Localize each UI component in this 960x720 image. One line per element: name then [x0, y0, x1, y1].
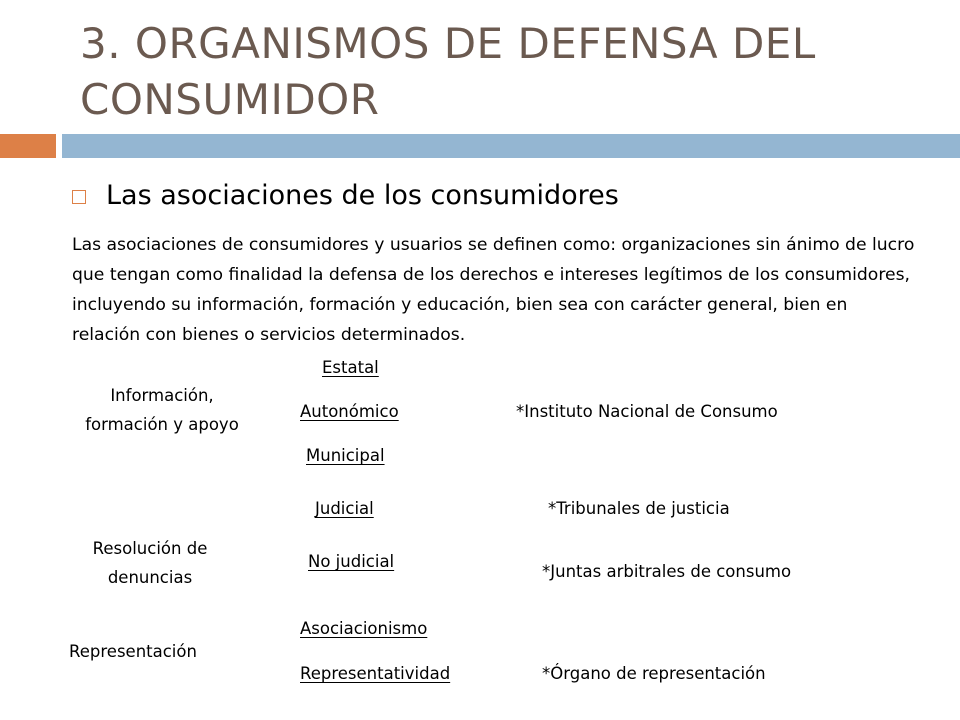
group-label-line: denuncias — [107, 568, 193, 587]
organ-representacion: *Órgano de representación — [542, 664, 766, 683]
group-label-line: Representación — [69, 642, 197, 661]
organ-juntas-arbitrales: *Juntas arbitrales de consumo — [542, 562, 792, 581]
group-label-representacion — [40, 637, 226, 666]
definition-paragraph: Las asociaciones de consumidores y usuarios se definen como: organizaciones sin ánimo de lucro que tengan como finalidad la defensa de los derechos e intereses legítimos de los consumidores, incluyendo su información, formación y educación, bien sea con carácter general, bien en relación con bienes o servicios determinados. — [72, 235, 915, 345]
organ-instituto-nacional: *Instituto Nacional de Consumo — [516, 402, 778, 421]
organ-tribunales: *Tribunales de justicia — [548, 499, 730, 518]
item-representatividad: Representatividad — [300, 664, 451, 683]
item-autonomico: Autonómico — [300, 402, 399, 421]
group-label-resolucion — [40, 534, 260, 592]
group-label-line: Información, — [110, 386, 214, 405]
bullet-heading — [72, 180, 619, 211]
group-label-line: formación y apoyo — [85, 415, 239, 434]
item-asociacionismo: Asociacionismo — [300, 619, 428, 638]
group-label-informacion — [42, 381, 282, 439]
item-no-judicial: No judicial — [308, 552, 395, 571]
accent-bar-blue — [62, 134, 960, 158]
bullet-heading-text: Las asociaciones de los consumidores — [106, 180, 619, 211]
item-judicial: Judicial — [315, 499, 374, 518]
square-bullet-icon — [72, 190, 86, 204]
group-label-line: Resolución de — [92, 539, 208, 558]
item-estatal: Estatal — [322, 358, 379, 377]
item-municipal: Municipal — [306, 446, 385, 465]
slide-title: 3. ORGANISMOS DE DEFENSA DEL CONSUMIDOR — [80, 19, 816, 124]
accent-bar-orange — [0, 134, 56, 158]
